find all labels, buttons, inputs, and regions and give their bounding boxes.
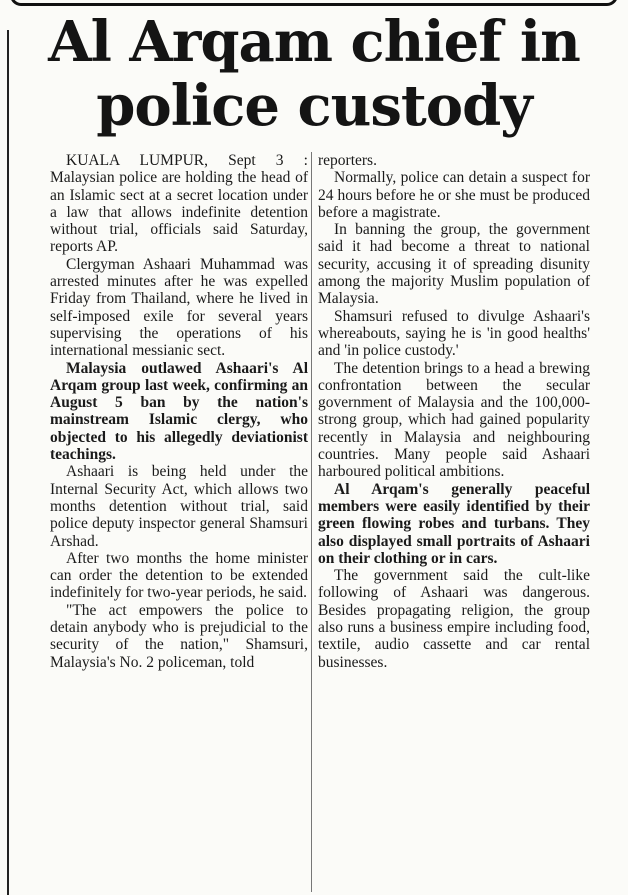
paragraph: The detention brings to a head a brewing confrontation between the secular government of Malaysia and the 100,000-strong group, which had gained popularity recently in Malaysia and neighbouring countries. Many people said Ashaari harboured political ambitions. <box>318 359 590 481</box>
left-border-rule <box>7 30 9 895</box>
paragraph: Normally, police can detain a suspect for 24 hours before he or she must be produced before a magistrate. <box>318 169 590 221</box>
paragraph: In banning the group, the government said it had become a threat to national security, accusing it of spreading disunity among the majority Muslim population of Malaysia. <box>318 221 590 308</box>
column-right <box>318 152 590 671</box>
paragraph: The government said the cult-like following of Ashaari was dangerous. Besides propagating religion, the group also runs a business empire including food, textile, audio cassette and car rental businesses. <box>318 567 590 671</box>
column-divider <box>311 152 312 892</box>
paragraph: Clergyman Ashaari Muhammad was arrested minutes after he was expelled Friday from Thailand, where he lived in self-imposed exile for several years supervising the operations of his international messianic sect. <box>50 255 308 360</box>
paragraph: Malaysia outlawed Ashaari's Al Arqam group last week, confirming an August 5 ban by the nation's mainstream Islamic clergy, who objected to his allegedly deviationist teachings. <box>50 359 308 464</box>
paragraph: Shamsuri refused to divulge Ashaari's whereabouts, saying he is 'in good healths' and 'in police custody.' <box>318 307 590 360</box>
column-left <box>50 152 308 671</box>
paragraph-continued: reporters. <box>318 152 377 169</box>
paragraph: KUALA LUMPUR, Sept 3 : Malaysian police are holding the head of an Islamic sect at a secret location under a law that allows indefinite detention without trial, officials said Saturday, reports AP. <box>50 152 308 256</box>
paragraph: "The act empowers the police to detain anybody who is prejudicial to the security of the nation," Shamsuri, Malaysia's No. 2 policeman, told <box>50 601 308 671</box>
paragraph: Al Arqam's generally peaceful members were easily identified by their green flowing robes and turbans. They also displayed small portraits of Ashaari on their clothing or in cars. <box>318 480 590 567</box>
paragraph: Ashaari is being held under the Internal Security Act, which allows two months detention without trial, said police deputy inspector general Shamsuri Arshad. <box>50 463 308 550</box>
top-border-rule <box>10 0 618 6</box>
paragraph: After two months the home minister can order the detention to be extended indefinitely for two-year periods, he said. <box>50 549 308 602</box>
headline: Al Arqam chief in police custody <box>48 9 580 139</box>
